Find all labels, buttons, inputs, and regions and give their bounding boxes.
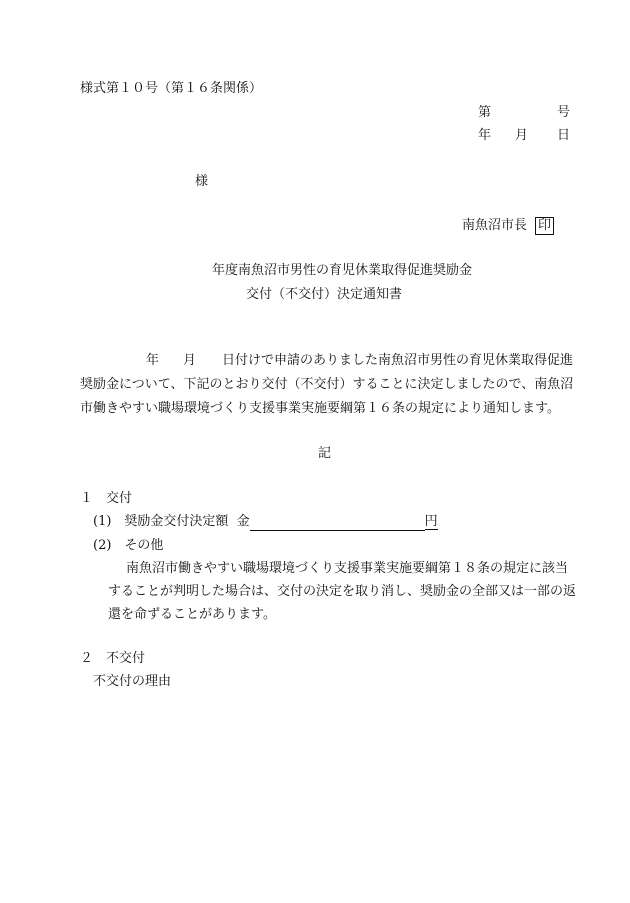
section1-heading: １ 交付 <box>80 491 133 506</box>
amount-suffix: 円 <box>424 514 438 529</box>
body-line3: 市働きやすい職場環境づくり支援事業実施要綱第１６条の規定により通知します。 <box>80 401 560 416</box>
date-year: 年 <box>478 128 492 143</box>
section2-heading: ２ 不交付 <box>80 651 146 666</box>
amount-field[interactable] <box>250 516 425 531</box>
document-title-line1: 年度南魚沼市男性の育児休業取得促進奨励金 <box>212 263 473 278</box>
section1-text-line2: することが判明した場合は、交付の決定を取り消し、奨励金の全部又は一部の返 <box>108 584 577 599</box>
doc-number-suffix: 号 <box>557 105 571 120</box>
section1-text-line1: 南魚沼市働きやすい職場環境づくり支援事業実施要綱第１８条の規定に該当 <box>126 561 569 576</box>
item1-label: (1) 奨励金交付決定額 <box>93 514 229 529</box>
ki-heading: 記 <box>318 446 332 461</box>
addressee-honorific: 様 <box>195 174 209 189</box>
form-number: 様式第１０号（第１６条関係） <box>80 81 263 96</box>
section1-item2: (2) その他 <box>93 538 164 553</box>
issuer <box>462 217 554 235</box>
amount-prefix: 金 <box>236 514 250 529</box>
section1-text-line3: 還を命ずることがあります。 <box>108 607 276 622</box>
seal-mark: 印 <box>535 217 554 235</box>
body-date-text: 日付けで申請のありました南魚沼市男性の育児休業取得促進 <box>222 353 574 368</box>
issuer-title: 南魚沼市長 <box>462 218 528 233</box>
body-date-year: 年 <box>146 353 160 368</box>
doc-number-prefix: 第 <box>478 105 492 120</box>
body-date-month: 月 <box>183 353 197 368</box>
date-day: 日 <box>557 128 571 143</box>
document-title-line2: 交付（不交付）決定通知書 <box>246 287 403 302</box>
section1-item1 <box>93 513 438 531</box>
date-month: 月 <box>515 128 529 143</box>
section2-reason-label: 不交付の理由 <box>93 674 172 689</box>
body-line2: 奨励金について、下記のとおり交付（不交付）することに決定しましたので、南魚沼 <box>80 377 574 392</box>
